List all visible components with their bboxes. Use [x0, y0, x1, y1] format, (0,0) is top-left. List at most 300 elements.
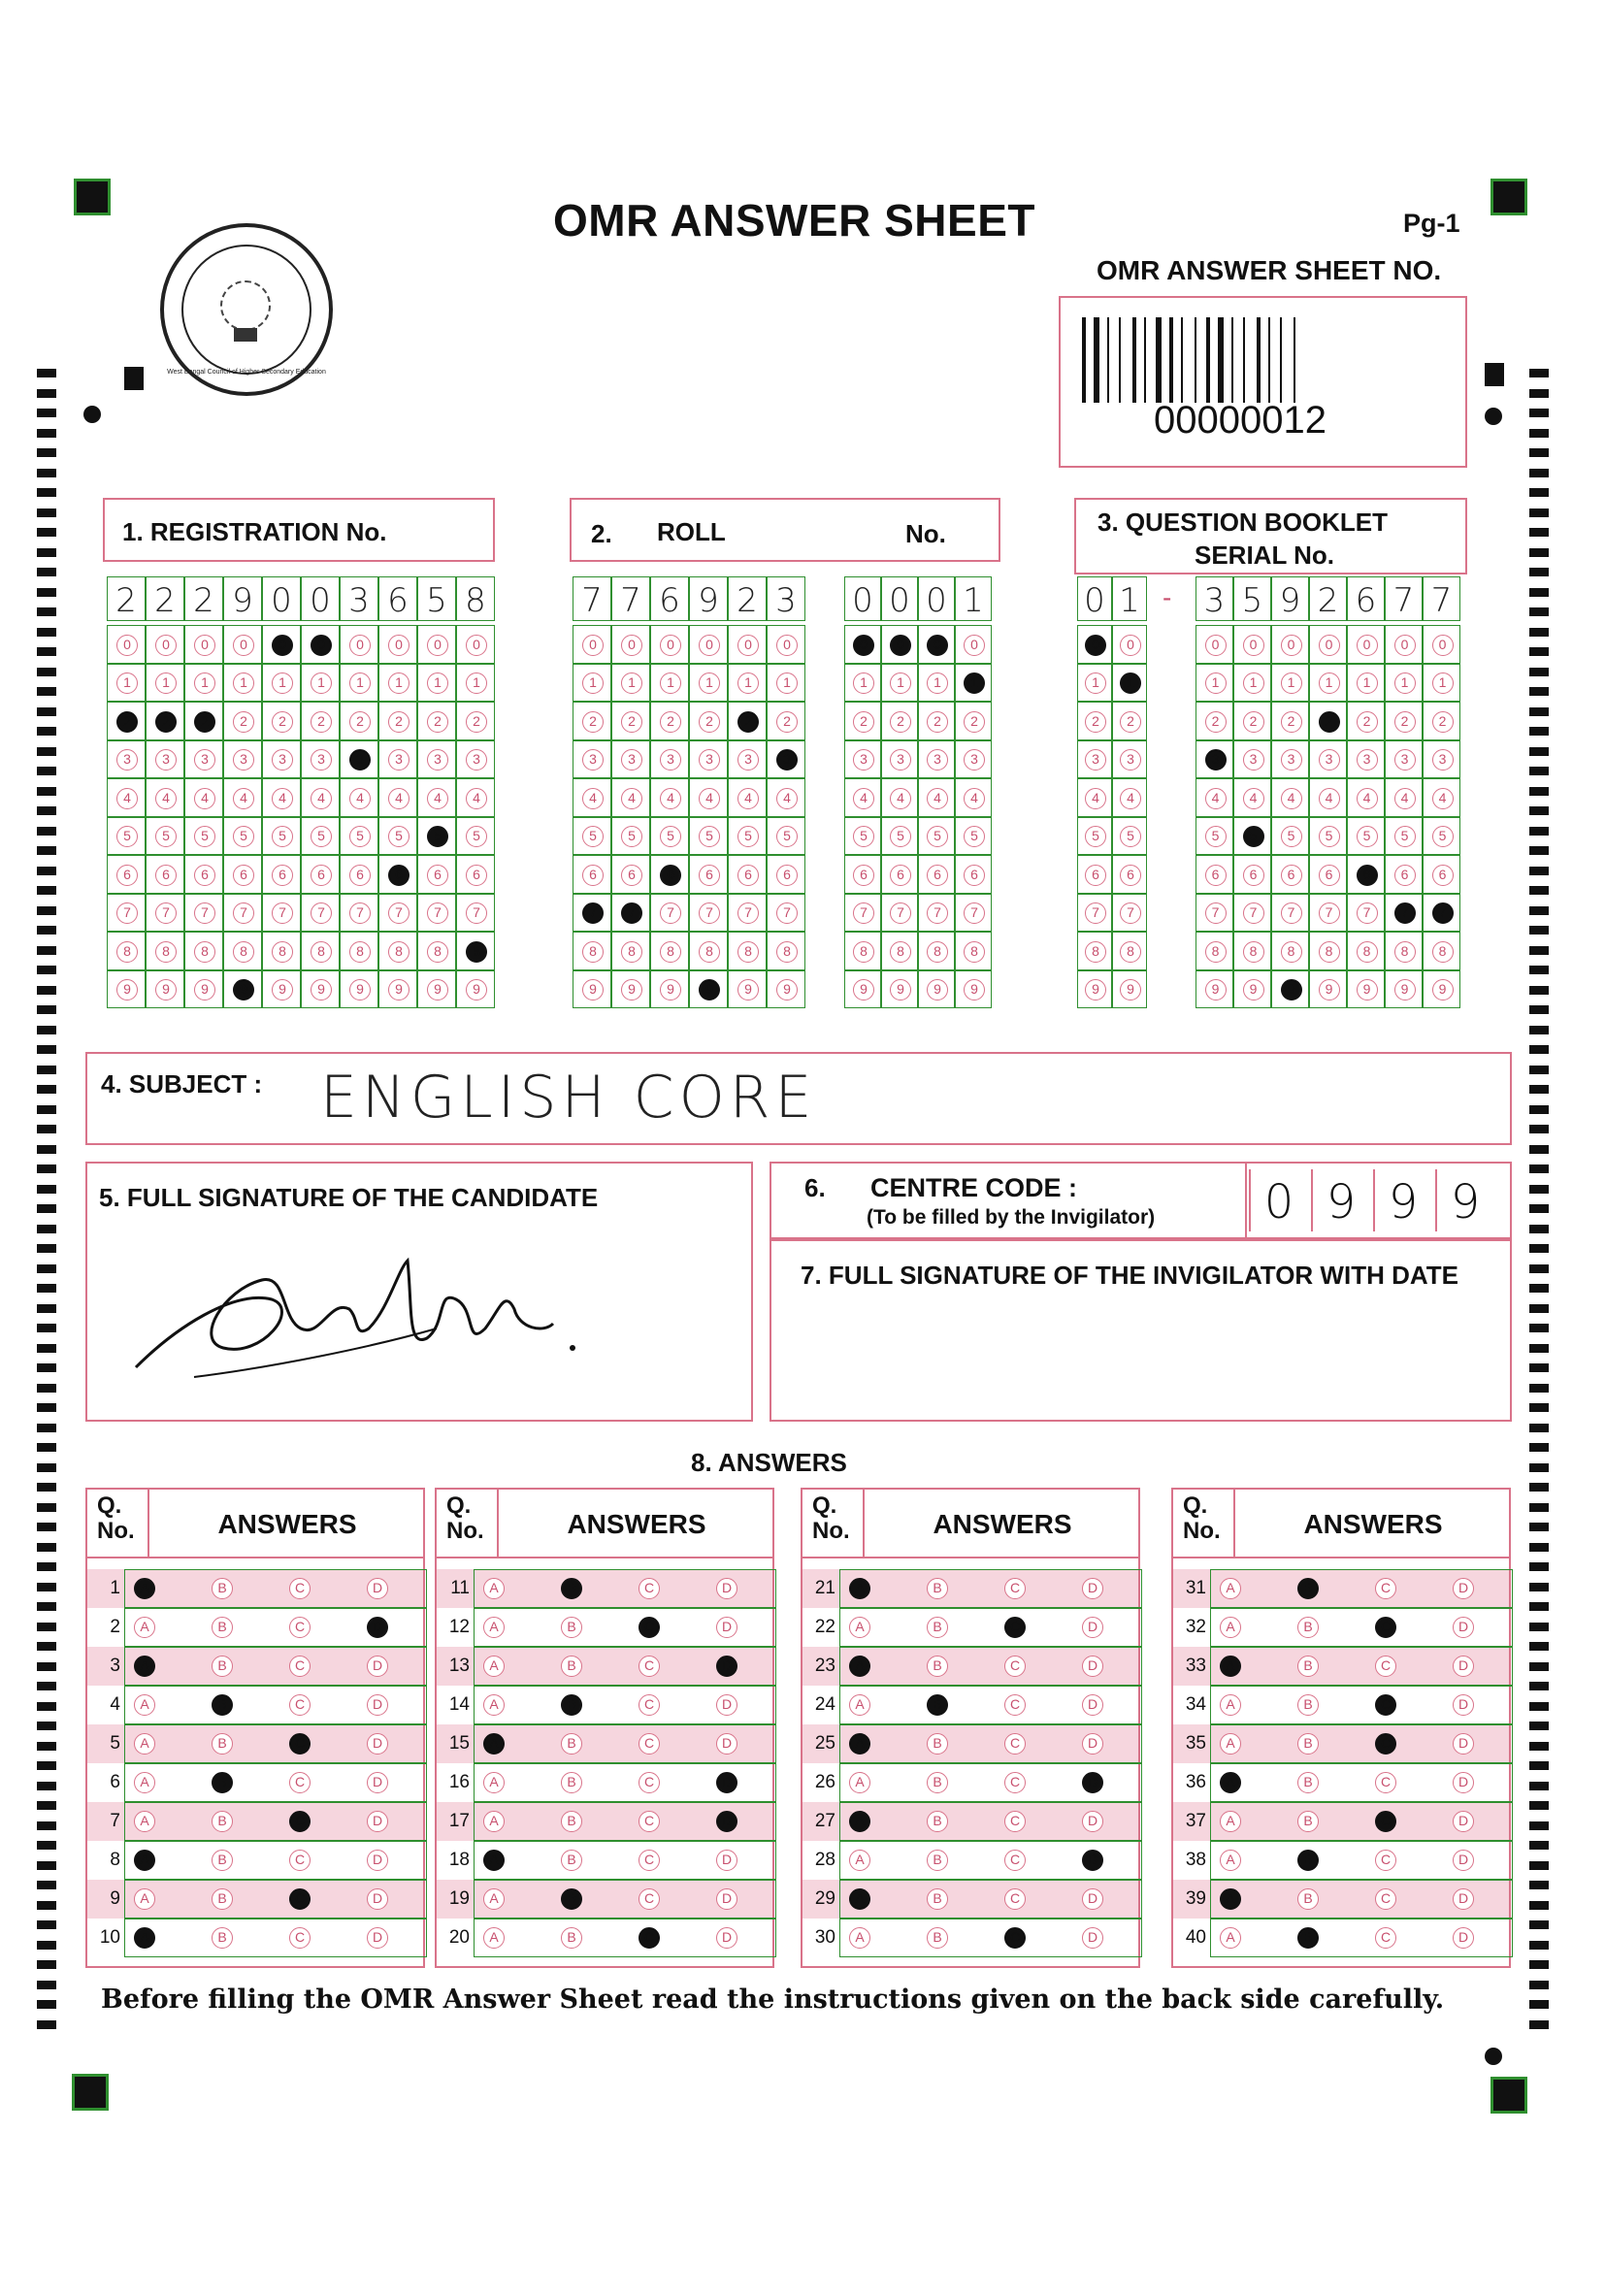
registration-written-cell[interactable]: [456, 576, 495, 621]
booklet-serial-bubble-2[interactable]: 2: [1243, 711, 1264, 733]
registration-bubble-1[interactable]: 1: [194, 672, 215, 694]
booklet-serial-bubble-cell[interactable]: [1385, 817, 1423, 856]
answer-bubble-D[interactable]: D: [367, 1850, 388, 1871]
roll-bubble-cell[interactable]: [728, 855, 767, 894]
registration-bubble-8[interactable]: 8: [194, 941, 215, 963]
roll-written-cell[interactable]: [650, 576, 689, 621]
registration-bubble-0[interactable]: 0: [388, 635, 409, 656]
booklet-serial-bubble-8[interactable]: 8: [1243, 941, 1264, 963]
booklet-serial-bubble-0[interactable]: 0: [1243, 635, 1264, 656]
registration-bubble-1[interactable]: 1: [427, 672, 448, 694]
answer-bubble-D[interactable]: D: [367, 1927, 388, 1949]
registration-bubble-9[interactable]: 9: [272, 979, 293, 1000]
booklet-prefix-bubble-cell[interactable]: [1112, 817, 1147, 856]
roll-suffix-bubble-cell[interactable]: [918, 855, 955, 894]
roll-bubble-0[interactable]: 0: [660, 635, 681, 656]
roll-bubble-8[interactable]: 8: [699, 941, 720, 963]
answer-bubble-C[interactable]: C: [289, 1811, 311, 1832]
answer-bubble-C[interactable]: C: [639, 1811, 660, 1832]
roll-suffix-bubble-9[interactable]: 9: [853, 979, 874, 1000]
booklet-prefix-written-cell[interactable]: [1077, 576, 1112, 621]
registration-written-cell[interactable]: [223, 576, 262, 621]
registration-bubble-1[interactable]: 1: [155, 672, 177, 694]
registration-written-cell[interactable]: [107, 576, 146, 621]
answer-bubble-A[interactable]: A: [1220, 1850, 1241, 1871]
booklet-serial-bubble-cell[interactable]: [1385, 702, 1423, 740]
booklet-prefix-bubble-cell[interactable]: [1077, 778, 1112, 817]
registration-bubble-cell[interactable]: [301, 625, 340, 664]
answer-bubble-D[interactable]: D: [1453, 1888, 1474, 1910]
booklet-serial-bubble-9[interactable]: 9: [1394, 979, 1416, 1000]
registration-bubble-9[interactable]: 9: [155, 979, 177, 1000]
registration-bubble-3[interactable]: 3: [233, 749, 254, 771]
registration-bubble-1[interactable]: 1: [349, 672, 371, 694]
registration-bubble-cell[interactable]: [262, 894, 301, 933]
answer-bubble-A[interactable]: A: [483, 1850, 505, 1871]
booklet-serial-bubble-8[interactable]: 8: [1357, 941, 1378, 963]
answer-bubble-C[interactable]: C: [1375, 1617, 1396, 1638]
booklet-serial-bubble-cell[interactable]: [1196, 894, 1233, 933]
registration-bubble-6[interactable]: 6: [233, 865, 254, 886]
booklet-serial-bubble-cell[interactable]: [1233, 817, 1271, 856]
registration-bubble-cell[interactable]: [378, 970, 417, 1009]
registration-bubble-cell[interactable]: [340, 894, 378, 933]
registration-bubble-cell[interactable]: [301, 932, 340, 970]
roll-bubble-2[interactable]: 2: [737, 711, 759, 733]
registration-bubble-0[interactable]: 0: [194, 635, 215, 656]
roll-bubble-3[interactable]: 3: [582, 749, 604, 771]
registration-bubble-cell[interactable]: [184, 625, 223, 664]
booklet-serial-bubble-9[interactable]: 9: [1432, 979, 1454, 1000]
booklet-serial-bubble-1[interactable]: 1: [1243, 672, 1264, 694]
answer-bubble-D[interactable]: D: [367, 1694, 388, 1716]
registration-bubble-cell[interactable]: [378, 894, 417, 933]
booklet-serial-bubble-cell[interactable]: [1196, 778, 1233, 817]
answer-bubble-D[interactable]: D: [367, 1772, 388, 1793]
answer-bubble-C[interactable]: C: [1004, 1617, 1026, 1638]
roll-bubble-cell[interactable]: [728, 664, 767, 703]
roll-suffix-bubble-cell[interactable]: [955, 932, 992, 970]
booklet-prefix-bubble-cell[interactable]: [1112, 894, 1147, 933]
roll-written-cell[interactable]: [767, 576, 805, 621]
answer-bubble-A[interactable]: A: [849, 1850, 870, 1871]
answer-bubble-C[interactable]: C: [289, 1927, 311, 1949]
registration-bubble-cell[interactable]: [184, 664, 223, 703]
answer-bubble-D[interactable]: D: [1453, 1733, 1474, 1755]
answer-bubble-B[interactable]: B: [561, 1927, 582, 1949]
answer-bubble-D[interactable]: D: [367, 1733, 388, 1755]
registration-bubble-1[interactable]: 1: [466, 672, 487, 694]
answer-bubble-B[interactable]: B: [1297, 1927, 1319, 1949]
answer-bubble-A[interactable]: A: [134, 1733, 155, 1755]
answer-bubble-B[interactable]: B: [561, 1617, 582, 1638]
answer-bubble-B[interactable]: B: [1297, 1694, 1319, 1716]
booklet-serial-bubble-cell[interactable]: [1271, 855, 1309, 894]
answer-bubble-C[interactable]: C: [1004, 1733, 1026, 1755]
answer-bubble-B[interactable]: B: [212, 1694, 233, 1716]
registration-bubble-6[interactable]: 6: [349, 865, 371, 886]
registration-bubble-4[interactable]: 4: [194, 788, 215, 809]
roll-suffix-bubble-cell[interactable]: [918, 702, 955, 740]
registration-bubble-cell[interactable]: [340, 702, 378, 740]
answer-bubble-A[interactable]: A: [849, 1733, 870, 1755]
booklet-prefix-bubble-6[interactable]: 6: [1085, 865, 1106, 886]
roll-bubble-cell[interactable]: [767, 664, 805, 703]
roll-suffix-bubble-cell[interactable]: [955, 855, 992, 894]
answer-bubble-B[interactable]: B: [561, 1850, 582, 1871]
roll-bubble-cell[interactable]: [728, 970, 767, 1009]
answer-bubble-B[interactable]: B: [212, 1927, 233, 1949]
roll-bubble-cell[interactable]: [611, 740, 650, 779]
booklet-serial-bubble-3[interactable]: 3: [1319, 749, 1340, 771]
roll-bubble-0[interactable]: 0: [737, 635, 759, 656]
roll-bubble-5[interactable]: 5: [699, 826, 720, 847]
booklet-serial-bubble-7[interactable]: 7: [1319, 902, 1340, 924]
answer-bubble-B[interactable]: B: [212, 1656, 233, 1677]
answer-bubble-C[interactable]: C: [289, 1888, 311, 1910]
registration-bubble-cell[interactable]: [340, 625, 378, 664]
roll-suffix-bubble-6[interactable]: 6: [927, 865, 948, 886]
answer-bubble-C[interactable]: C: [1004, 1850, 1026, 1871]
answer-bubble-A[interactable]: A: [849, 1656, 870, 1677]
answer-bubble-C[interactable]: C: [1375, 1733, 1396, 1755]
roll-bubble-8[interactable]: 8: [776, 941, 798, 963]
registration-bubble-3[interactable]: 3: [311, 749, 332, 771]
registration-bubble-9[interactable]: 9: [388, 979, 409, 1000]
answer-bubble-A[interactable]: A: [483, 1578, 505, 1599]
answer-bubble-C[interactable]: C: [639, 1772, 660, 1793]
registration-bubble-8[interactable]: 8: [116, 941, 138, 963]
answer-bubble-C[interactable]: C: [639, 1694, 660, 1716]
registration-bubble-cell[interactable]: [301, 970, 340, 1009]
answer-bubble-C[interactable]: C: [1375, 1694, 1396, 1716]
roll-bubble-cell[interactable]: [767, 778, 805, 817]
roll-suffix-bubble-cell[interactable]: [881, 702, 918, 740]
answer-bubble-D[interactable]: D: [1082, 1850, 1103, 1871]
roll-suffix-bubble-0[interactable]: 0: [853, 635, 874, 656]
booklet-serial-bubble-cell[interactable]: [1347, 778, 1385, 817]
registration-written-cell[interactable]: [262, 576, 301, 621]
registration-bubble-cell[interactable]: [340, 664, 378, 703]
roll-bubble-1[interactable]: 1: [776, 672, 798, 694]
registration-bubble-cell[interactable]: [301, 740, 340, 779]
answer-bubble-D[interactable]: D: [1453, 1850, 1474, 1871]
booklet-prefix-bubble-cell[interactable]: [1112, 740, 1147, 779]
booklet-serial-bubble-cell[interactable]: [1233, 855, 1271, 894]
answer-bubble-A[interactable]: A: [483, 1927, 505, 1949]
registration-bubble-5[interactable]: 5: [466, 826, 487, 847]
answer-bubble-A[interactable]: A: [849, 1927, 870, 1949]
roll-bubble-9[interactable]: 9: [776, 979, 798, 1000]
roll-suffix-bubble-7[interactable]: 7: [964, 902, 985, 924]
registration-bubble-7[interactable]: 7: [272, 902, 293, 924]
answer-bubble-C[interactable]: C: [639, 1578, 660, 1599]
roll-suffix-bubble-cell[interactable]: [955, 817, 992, 856]
registration-bubble-1[interactable]: 1: [388, 672, 409, 694]
booklet-serial-bubble-cell[interactable]: [1385, 778, 1423, 817]
booklet-serial-bubble-cell[interactable]: [1271, 970, 1309, 1009]
answer-bubble-B[interactable]: B: [927, 1772, 948, 1793]
registration-bubble-5[interactable]: 5: [311, 826, 332, 847]
booklet-serial-bubble-1[interactable]: 1: [1394, 672, 1416, 694]
answer-bubble-D[interactable]: D: [716, 1578, 737, 1599]
roll-bubble-9[interactable]: 9: [621, 979, 642, 1000]
answer-bubble-A[interactable]: A: [134, 1927, 155, 1949]
registration-bubble-4[interactable]: 4: [427, 788, 448, 809]
registration-bubble-1[interactable]: 1: [233, 672, 254, 694]
registration-bubble-cell[interactable]: [184, 932, 223, 970]
registration-bubble-6[interactable]: 6: [427, 865, 448, 886]
booklet-serial-bubble-2[interactable]: 2: [1281, 711, 1302, 733]
registration-bubble-cell[interactable]: [223, 855, 262, 894]
roll-written-cell[interactable]: [573, 576, 611, 621]
roll-bubble-5[interactable]: 5: [621, 826, 642, 847]
booklet-serial-bubble-cell[interactable]: [1309, 894, 1347, 933]
booklet-serial-bubble-3[interactable]: 3: [1432, 749, 1454, 771]
answer-bubble-A[interactable]: A: [134, 1656, 155, 1677]
booklet-serial-bubble-5[interactable]: 5: [1319, 826, 1340, 847]
answer-bubble-B[interactable]: B: [561, 1578, 582, 1599]
booklet-serial-bubble-cell[interactable]: [1233, 664, 1271, 703]
roll-bubble-cell[interactable]: [689, 702, 728, 740]
roll-suffix-bubble-5[interactable]: 5: [927, 826, 948, 847]
registration-bubble-0[interactable]: 0: [466, 635, 487, 656]
roll-bubble-cell[interactable]: [767, 817, 805, 856]
booklet-serial-bubble-cell[interactable]: [1347, 625, 1385, 664]
answer-bubble-A[interactable]: A: [849, 1772, 870, 1793]
booklet-prefix-bubble-5[interactable]: 5: [1085, 826, 1106, 847]
booklet-serial-bubble-cell[interactable]: [1385, 855, 1423, 894]
roll-suffix-bubble-cell[interactable]: [881, 894, 918, 933]
roll-bubble-cell[interactable]: [728, 740, 767, 779]
roll-suffix-bubble-cell[interactable]: [881, 855, 918, 894]
booklet-serial-bubble-7[interactable]: 7: [1432, 902, 1454, 924]
answer-bubble-D[interactable]: D: [1082, 1578, 1103, 1599]
booklet-serial-bubble-1[interactable]: 1: [1319, 672, 1340, 694]
registration-written-cell[interactable]: [184, 576, 223, 621]
roll-bubble-1[interactable]: 1: [621, 672, 642, 694]
roll-suffix-bubble-8[interactable]: 8: [890, 941, 911, 963]
registration-bubble-6[interactable]: 6: [116, 865, 138, 886]
roll-bubble-cell[interactable]: [573, 932, 611, 970]
booklet-prefix-bubble-cell[interactable]: [1112, 702, 1147, 740]
answer-bubble-B[interactable]: B: [1297, 1850, 1319, 1871]
roll-bubble-5[interactable]: 5: [737, 826, 759, 847]
booklet-serial-bubble-cell[interactable]: [1233, 778, 1271, 817]
roll-bubble-cell[interactable]: [689, 817, 728, 856]
roll-suffix-bubble-cell[interactable]: [844, 664, 881, 703]
booklet-prefix-bubble-6[interactable]: 6: [1120, 865, 1141, 886]
booklet-serial-bubble-4[interactable]: 4: [1357, 788, 1378, 809]
roll-bubble-7[interactable]: 7: [660, 902, 681, 924]
registration-bubble-cell[interactable]: [146, 625, 184, 664]
roll-suffix-bubble-8[interactable]: 8: [853, 941, 874, 963]
answer-bubble-A[interactable]: A: [134, 1811, 155, 1832]
registration-bubble-9[interactable]: 9: [427, 979, 448, 1000]
booklet-serial-bubble-7[interactable]: 7: [1357, 902, 1378, 924]
booklet-serial-bubble-6[interactable]: 6: [1432, 865, 1454, 886]
roll-bubble-9[interactable]: 9: [699, 979, 720, 1000]
registration-bubble-cell[interactable]: [262, 932, 301, 970]
registration-bubble-cell[interactable]: [340, 778, 378, 817]
registration-bubble-3[interactable]: 3: [388, 749, 409, 771]
answer-bubble-A[interactable]: A: [849, 1617, 870, 1638]
booklet-serial-bubble-1[interactable]: 1: [1281, 672, 1302, 694]
roll-suffix-written-cell[interactable]: [844, 576, 881, 621]
registration-bubble-6[interactable]: 6: [311, 865, 332, 886]
answer-bubble-A[interactable]: A: [849, 1811, 870, 1832]
roll-suffix-bubble-cell[interactable]: [955, 740, 992, 779]
booklet-serial-bubble-0[interactable]: 0: [1205, 635, 1227, 656]
registration-bubble-7[interactable]: 7: [349, 902, 371, 924]
registration-bubble-cell[interactable]: [456, 970, 495, 1009]
registration-bubble-2[interactable]: 2: [349, 711, 371, 733]
roll-suffix-bubble-6[interactable]: 6: [853, 865, 874, 886]
roll-bubble-cell[interactable]: [728, 817, 767, 856]
roll-bubble-1[interactable]: 1: [737, 672, 759, 694]
registration-bubble-2[interactable]: 2: [116, 711, 138, 733]
roll-suffix-bubble-cell[interactable]: [881, 664, 918, 703]
booklet-serial-bubble-cell[interactable]: [1385, 625, 1423, 664]
registration-bubble-9[interactable]: 9: [194, 979, 215, 1000]
booklet-serial-bubble-cell[interactable]: [1423, 778, 1460, 817]
answer-bubble-A[interactable]: A: [483, 1888, 505, 1910]
booklet-prefix-bubble-cell[interactable]: [1112, 664, 1147, 703]
answer-bubble-C[interactable]: C: [1004, 1694, 1026, 1716]
centre-digit-cell[interactable]: [1373, 1169, 1431, 1231]
registration-bubble-7[interactable]: 7: [116, 902, 138, 924]
booklet-serial-bubble-cell[interactable]: [1385, 932, 1423, 970]
roll-suffix-bubble-8[interactable]: 8: [964, 941, 985, 963]
roll-bubble-7[interactable]: 7: [621, 902, 642, 924]
roll-bubble-cell[interactable]: [767, 702, 805, 740]
booklet-serial-bubble-cell[interactable]: [1309, 932, 1347, 970]
booklet-serial-bubble-9[interactable]: 9: [1319, 979, 1340, 1000]
booklet-serial-bubble-cell[interactable]: [1271, 702, 1309, 740]
answer-bubble-D[interactable]: D: [1453, 1694, 1474, 1716]
answer-bubble-B[interactable]: B: [212, 1811, 233, 1832]
registration-bubble-8[interactable]: 8: [427, 941, 448, 963]
registration-bubble-7[interactable]: 7: [194, 902, 215, 924]
registration-bubble-cell[interactable]: [107, 664, 146, 703]
registration-bubble-7[interactable]: 7: [155, 902, 177, 924]
roll-suffix-bubble-cell[interactable]: [918, 970, 955, 1009]
registration-bubble-cell[interactable]: [107, 932, 146, 970]
booklet-serial-bubble-cell[interactable]: [1423, 740, 1460, 779]
booklet-serial-bubble-0[interactable]: 0: [1319, 635, 1340, 656]
roll-bubble-cell[interactable]: [573, 817, 611, 856]
booklet-prefix-bubble-cell[interactable]: [1077, 664, 1112, 703]
registration-bubble-cell[interactable]: [146, 894, 184, 933]
booklet-serial-bubble-4[interactable]: 4: [1205, 788, 1227, 809]
registration-bubble-cell[interactable]: [340, 855, 378, 894]
registration-bubble-cell[interactable]: [107, 740, 146, 779]
booklet-serial-bubble-4[interactable]: 4: [1432, 788, 1454, 809]
roll-bubble-cell[interactable]: [650, 625, 689, 664]
roll-bubble-cell[interactable]: [767, 970, 805, 1009]
answer-bubble-A[interactable]: A: [1220, 1578, 1241, 1599]
registration-bubble-cell[interactable]: [223, 970, 262, 1009]
answer-bubble-C[interactable]: C: [639, 1656, 660, 1677]
registration-bubble-cell[interactable]: [378, 740, 417, 779]
roll-bubble-cell[interactable]: [573, 894, 611, 933]
roll-suffix-bubble-cell[interactable]: [881, 817, 918, 856]
answer-bubble-C[interactable]: C: [1004, 1578, 1026, 1599]
registration-bubble-0[interactable]: 0: [116, 635, 138, 656]
registration-bubble-cell[interactable]: [146, 664, 184, 703]
registration-bubble-0[interactable]: 0: [233, 635, 254, 656]
candidate-signature[interactable]: [116, 1231, 621, 1406]
answer-bubble-C[interactable]: C: [639, 1733, 660, 1755]
booklet-serial-bubble-cell[interactable]: [1423, 664, 1460, 703]
roll-bubble-cell[interactable]: [689, 855, 728, 894]
roll-bubble-cell[interactable]: [728, 932, 767, 970]
booklet-serial-written-cell[interactable]: [1233, 576, 1271, 621]
answer-bubble-D[interactable]: D: [716, 1811, 737, 1832]
booklet-serial-bubble-8[interactable]: 8: [1394, 941, 1416, 963]
roll-suffix-bubble-3[interactable]: 3: [890, 749, 911, 771]
roll-suffix-written-cell[interactable]: [918, 576, 955, 621]
roll-bubble-cell[interactable]: [611, 817, 650, 856]
answer-bubble-D[interactable]: D: [1453, 1927, 1474, 1949]
booklet-serial-written-cell[interactable]: [1271, 576, 1309, 621]
roll-bubble-cell[interactable]: [650, 855, 689, 894]
registration-written-cell[interactable]: [417, 576, 456, 621]
registration-bubble-3[interactable]: 3: [466, 749, 487, 771]
answer-bubble-A[interactable]: A: [134, 1772, 155, 1793]
roll-bubble-cell[interactable]: [573, 778, 611, 817]
roll-suffix-bubble-4[interactable]: 4: [853, 788, 874, 809]
registration-bubble-cell[interactable]: [417, 894, 456, 933]
registration-bubble-2[interactable]: 2: [155, 711, 177, 733]
answer-bubble-B[interactable]: B: [927, 1617, 948, 1638]
answer-bubble-A[interactable]: A: [1220, 1811, 1241, 1832]
answer-bubble-A[interactable]: A: [849, 1578, 870, 1599]
registration-bubble-0[interactable]: 0: [311, 635, 332, 656]
registration-bubble-cell[interactable]: [184, 740, 223, 779]
roll-bubble-4[interactable]: 4: [621, 788, 642, 809]
answer-bubble-B[interactable]: B: [927, 1811, 948, 1832]
roll-bubble-2[interactable]: 2: [582, 711, 604, 733]
answer-bubble-B[interactable]: B: [561, 1888, 582, 1910]
registration-bubble-5[interactable]: 5: [427, 826, 448, 847]
booklet-prefix-bubble-4[interactable]: 4: [1085, 788, 1106, 809]
answer-bubble-B[interactable]: B: [927, 1694, 948, 1716]
answer-bubble-B[interactable]: B: [212, 1733, 233, 1755]
registration-bubble-cell[interactable]: [262, 702, 301, 740]
registration-bubble-cell[interactable]: [107, 702, 146, 740]
roll-bubble-cell[interactable]: [767, 855, 805, 894]
booklet-serial-bubble-cell[interactable]: [1423, 932, 1460, 970]
answer-bubble-A[interactable]: A: [483, 1811, 505, 1832]
roll-bubble-5[interactable]: 5: [582, 826, 604, 847]
answer-bubble-A[interactable]: A: [134, 1617, 155, 1638]
answer-bubble-A[interactable]: A: [1220, 1888, 1241, 1910]
answer-bubble-B[interactable]: B: [927, 1888, 948, 1910]
registration-bubble-cell[interactable]: [301, 702, 340, 740]
answer-bubble-B[interactable]: B: [212, 1772, 233, 1793]
roll-bubble-3[interactable]: 3: [660, 749, 681, 771]
answer-bubble-B[interactable]: B: [212, 1578, 233, 1599]
registration-bubble-6[interactable]: 6: [466, 865, 487, 886]
registration-bubble-cell[interactable]: [378, 664, 417, 703]
roll-bubble-cell[interactable]: [728, 702, 767, 740]
roll-suffix-bubble-cell[interactable]: [918, 664, 955, 703]
roll-bubble-2[interactable]: 2: [660, 711, 681, 733]
answer-bubble-D[interactable]: D: [716, 1656, 737, 1677]
registration-bubble-5[interactable]: 5: [116, 826, 138, 847]
registration-bubble-4[interactable]: 4: [349, 788, 371, 809]
